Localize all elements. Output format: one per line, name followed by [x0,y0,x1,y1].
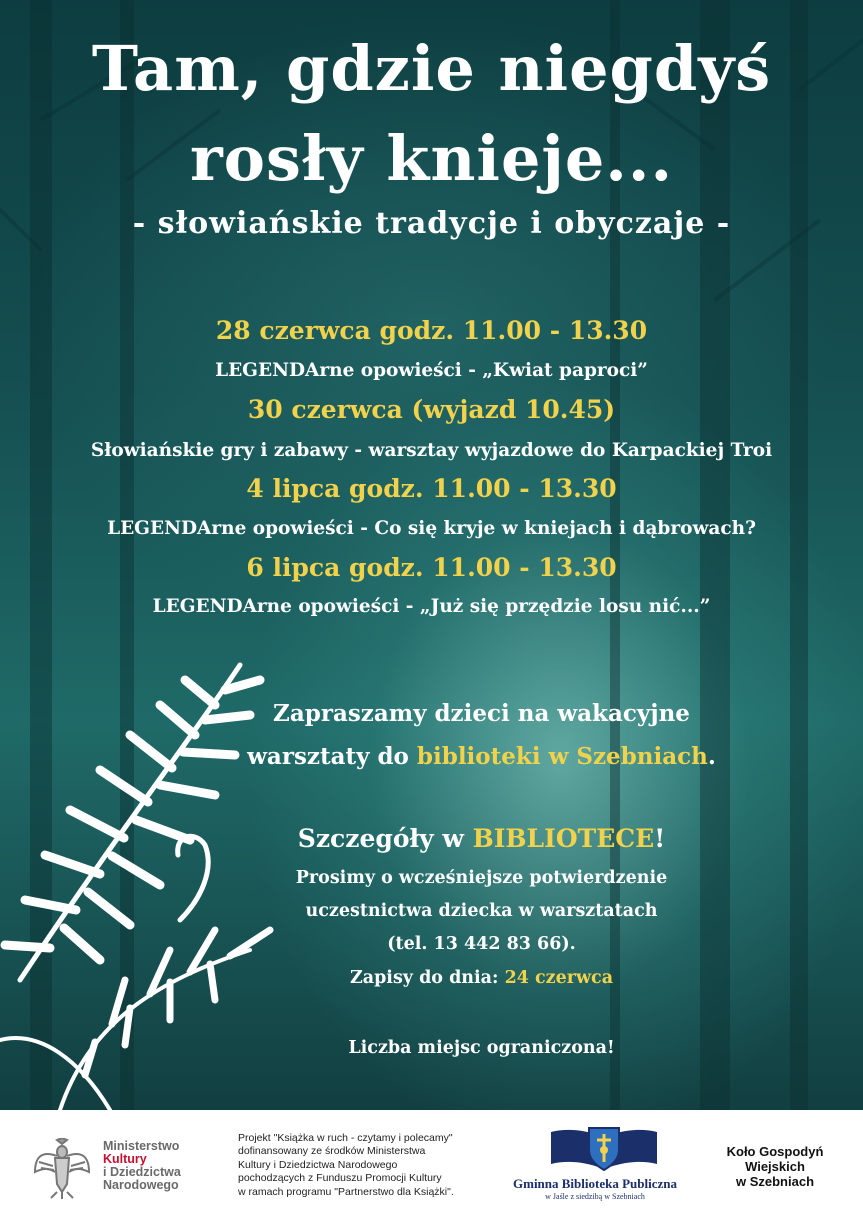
details-highlight: BIBLIOTECE [472,824,655,853]
invite-library-highlight: biblioteki w Szebniach [416,743,708,770]
invite-line-1: Zapraszamy dzieci na wakacyjne [273,700,690,727]
library-book-crest-icon [545,1124,663,1172]
ministry-logo-text [103,1140,181,1192]
event-4-description: LEGENDArne opowieści - „Już się przędzie losu nić...” [152,596,711,617]
library-name: Gminna Biblioteka Publiczna [513,1176,677,1191]
project-line-5: w ramach programu "Partnerstwo dla Książki". [238,1185,454,1198]
poster-title-line-2: rosły knieje... [189,122,674,195]
kgw-line-2: Wiejskich [745,1159,805,1174]
limited-places-note: Liczba miejsc ograniczona! [348,1038,615,1058]
sponsors-footer [0,1110,863,1220]
poster-title-line-1: Tam, gdzie niegdyś [91,32,772,105]
kgw-organizer-name [700,1144,850,1189]
signup-deadline [100,962,863,995]
confirm-line-1: Prosimy o wcześniejsze potwierdzenie [295,868,668,888]
ministry-line-4: Narodowego [103,1178,179,1192]
signup-date-highlight: 24 czerwca [504,968,614,988]
ministry-line-3: i Dziedzictwa [103,1165,181,1179]
project-line-3: Kultury i Dziedzictwa Narodowego [238,1158,398,1171]
event-3-date: 4 lipca godz. 11.00 - 13.30 [246,474,617,503]
poster-subtitle: - słowiańskie tradycje i obyczaje - [132,206,731,241]
invite-line-2 [100,736,863,778]
invite-line-2-suffix: . [707,743,716,770]
details-suffix: ! [654,824,666,853]
event-3-description: LEGENDArne opowieści - Co się kryje w kniejach i dąbrowach? [107,518,756,539]
event-1-description: LEGENDArne opowieści - „Kwiat paproci” [215,360,648,381]
event-4-date: 6 lipca godz. 11.00 - 13.30 [246,553,617,582]
event-2-description: Słowiańskie gry i zabawy - warsztay wyjazdowe do Karpackiej Troi [90,440,773,461]
signup-prefix: Zapisy do dnia: [349,968,505,988]
confirm-phone: (tel. 13 442 83 66). [387,934,576,954]
ministry-line-2: Kultury [103,1152,147,1166]
ministry-line-1: Ministerstwo [103,1139,180,1153]
project-line-4: pochodzących z Funduszu Promocji Kultury [238,1172,442,1185]
invite-line-2-prefix: warsztaty do [247,743,417,770]
library-subtitle: w Jaśle z siedzibą w Szebniach [545,1192,645,1201]
details-line [100,818,863,860]
details-prefix: Szczegóły w [297,824,473,853]
event-1-date: 28 czerwca godz. 11.00 - 13.30 [215,316,648,345]
polish-eagle-emblem-icon [33,1138,91,1200]
event-2-date: 30 czerwca (wyjazd 10.45) [247,395,616,424]
project-funding-note [238,1132,488,1199]
project-line-2: dofinansowany ze środków Ministerstwa [238,1145,426,1158]
project-line-1: Projekt "Książka w ruch - czytamy i polecamy" [238,1132,453,1144]
kgw-line-1: Koło Gospodyń [726,1144,824,1159]
kgw-line-3: w Szebniach [735,1174,815,1189]
confirm-line-2: uczestnictwa dziecka w warsztatach [305,901,658,921]
